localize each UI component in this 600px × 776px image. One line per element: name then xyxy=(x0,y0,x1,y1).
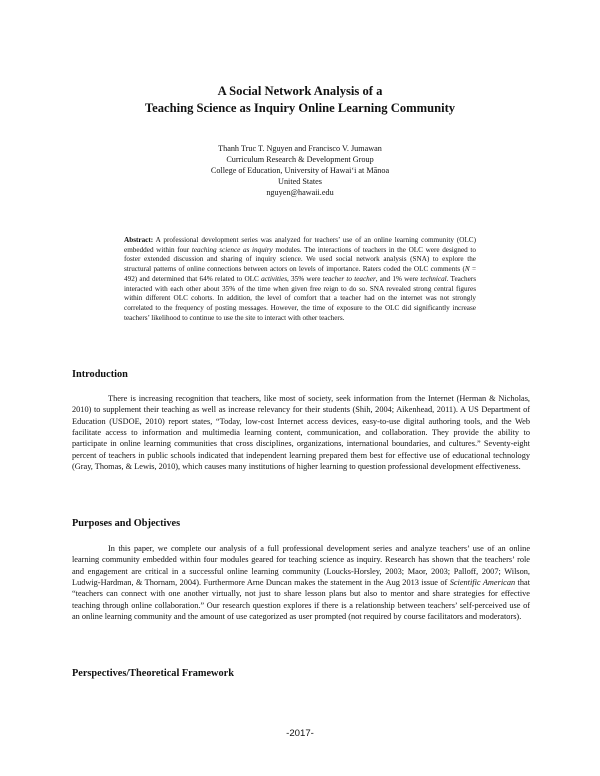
author-country: United States xyxy=(278,177,322,187)
purposes-text-1: In this paper, we complete our analysis of a full professional development series and analyze teachers’ use of an online learning community embedded within four modules geared for teaching science as inquiry. Research has shown that the teachers’ role and engagement are critical in a successful online learning community (Loucks-Horsley, 2003; Maor, 2003; Palloff, 2007; Wilson, Ludwig-Hardman, & Thornam, 2004). Furthermore Arne Duncan makes the statement in the Aug 2013 issue of xyxy=(72,544,530,588)
title-line-2: Teaching Science as Inquiry Online Learning Community xyxy=(144,101,456,115)
abstract-italic-3: activities xyxy=(261,274,288,283)
title-line-1: A Social Network Analysis of a xyxy=(217,84,383,98)
introduction-paragraph: There is increasing recognition that teachers, like most of society, seek information from the Internet (Herman & Nicholas, 2010) to supplement their teaching as well as increase relevancy for their students (Shih, 2004; Aikenhead, 2011). A US Department of Education (USDOE, 2010) report states, “Today, low-cost Internet access devices, easy-to-use digital authoring tools, and the Web facilitate access to information and multimedia learning content, communication, and collaboration. They provide the ability to participate in online learning communities that cross disciplines, organizations, international boundaries, and cultures.” Seventy-eight percent of teachers in public schools indicated that independent learning prepared them best for effective use of educational technology (Gray, Thomas, & Lewis, 2010), which causes many institutions of higher learning to question professional development effectiveness. xyxy=(72,394,530,472)
page-number: -2017- xyxy=(286,728,314,739)
abstract-text-5: , and 1% were xyxy=(375,274,421,283)
abstract xyxy=(124,236,476,323)
abstract-italic-2: N xyxy=(464,265,470,274)
purposes-paragraph xyxy=(72,543,530,622)
abstract-text-1: A professional development series was analyzed for teachers’ use of an online learning community (OLC) embedded within four xyxy=(124,236,476,254)
purposes-italic: Scientific American xyxy=(449,578,516,588)
purposes-heading: Purposes and Objectives xyxy=(72,518,181,529)
author-college: College of Education, University of Hawai‘i at Mānoa xyxy=(210,166,390,176)
paper-title xyxy=(0,83,600,117)
purposes-text-2: that “teachers can connect with one another virtually, not just to share lesson plans but also to mentor and share strategies for effective teaching through online collaboration.” Our research question explores if there is a relationship between teachers’ self-perceived use of an online learning community and the amount of use categorized as user prompted (not required by course facilitators and moderators). xyxy=(72,578,530,622)
author-group: Curriculum Research & Development Group xyxy=(226,155,374,165)
author-names: Thanh Truc T. Nguyen and Francisco V. Jumawan xyxy=(218,144,382,153)
abstract-text-2: modules. The interactions of teachers in the OLC were designed to foster extended discussion and sharing of inquiry science. We used social network analysis (SNA) to explore the structural patterns of online connections between actors on levels of importance. Raters coded the OLC comments ( xyxy=(124,245,476,274)
introduction-heading: Introduction xyxy=(72,369,128,380)
abstract-label: Abstract: xyxy=(124,236,154,244)
abstract-text-4: , 35% were xyxy=(287,274,323,283)
perspectives-heading: Perspectives/Theoretical Framework xyxy=(72,668,234,679)
abstract-text-6: . Teachers interacted with each other about 35% of the time when given free reign to do so. SNA revealed strong central figures within different OLC cohorts. In addition, the level of comfort that a teacher had on the internet was not strongly correlated to the frequency of posting messages. However, the time of exposure to the OLC did significantly increase teachers’ likelihood to continue to use the site to interact with other teachers. xyxy=(124,274,476,322)
abstract-italic-1: teaching science as inquiry xyxy=(191,245,273,254)
author-email: nguyen@hawaii.edu xyxy=(266,188,334,198)
abstract-italic-5: technical xyxy=(420,274,447,283)
abstract-text-3: = 492) and determined that 64% related to OLC xyxy=(124,265,476,283)
abstract-italic-4: teacher to teacher xyxy=(322,274,376,283)
author-block xyxy=(0,143,600,198)
